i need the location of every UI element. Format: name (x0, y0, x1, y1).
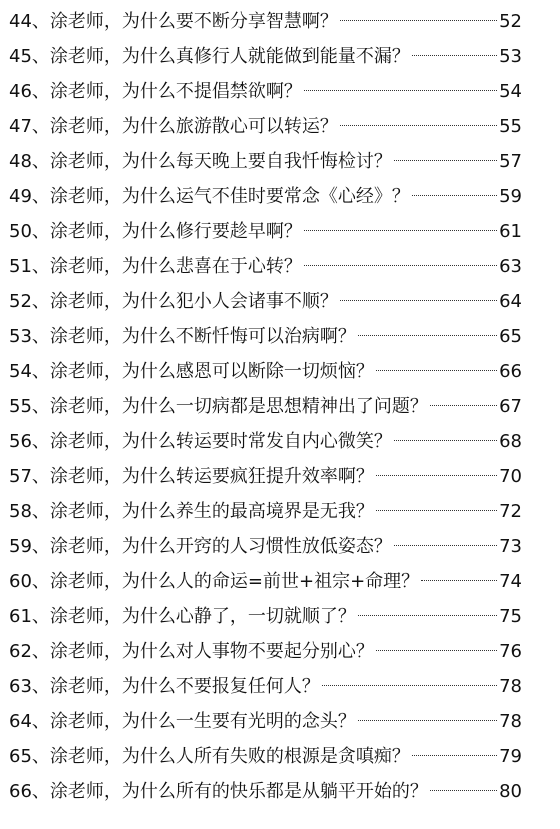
entry-page-number: 66 (499, 361, 522, 382)
entry-number: 61、 (9, 606, 50, 627)
entry-page-number: 70 (499, 466, 522, 487)
dot-leader (394, 545, 497, 546)
dot-leader (304, 230, 497, 231)
entry-number: 51、 (9, 256, 50, 277)
toc-entry[interactable] (0, 529, 560, 564)
entry-number: 58、 (9, 501, 50, 522)
entry-number: 50、 (9, 221, 50, 242)
dot-leader (376, 650, 497, 651)
entry-page-number: 67 (499, 396, 522, 417)
toc-entry[interactable] (0, 39, 560, 74)
entry-title: 涂老师，为什么一切病都是思想精神出了问题？ (49, 396, 428, 417)
entry-page-number: 78 (499, 676, 522, 697)
entry-title: 涂老师，为什么转运要疯狂提升效率啊？ (49, 466, 374, 487)
entry-page-number: 59 (499, 186, 522, 207)
toc-entry[interactable] (0, 669, 560, 704)
entry-title: 涂老师，为什么要不断分享智慧啊？ (49, 11, 338, 32)
entry-number: 60、 (9, 571, 50, 592)
dot-leader (430, 405, 497, 406)
entry-title: 涂老师，为什么不要报复任何人？ (49, 676, 320, 697)
entry-number: 62、 (9, 641, 50, 662)
entry-number: 52、 (9, 291, 50, 312)
entry-page-number: 78 (499, 711, 522, 732)
entry-title: 涂老师，为什么旅游散心可以转运？ (49, 116, 338, 137)
entry-number: 63、 (9, 676, 50, 697)
dot-leader (376, 370, 497, 371)
entry-page-number: 53 (499, 46, 522, 67)
dot-leader (340, 125, 497, 126)
entry-title: 涂老师，为什么不提倡禁欲啊？ (49, 81, 302, 102)
entry-page-number: 75 (499, 606, 522, 627)
entry-title: 涂老师，为什么真修行人就能做到能量不漏？ (49, 46, 410, 67)
toc-entry[interactable] (0, 179, 560, 214)
dot-leader (412, 195, 497, 196)
dot-leader (394, 440, 497, 441)
entry-number: 54、 (9, 361, 50, 382)
toc-entry[interactable] (0, 739, 560, 774)
entry-page-number: 63 (499, 256, 522, 277)
toc-entry[interactable] (0, 284, 560, 319)
entry-number: 53、 (9, 326, 50, 347)
entry-page-number: 73 (499, 536, 522, 557)
entry-page-number: 68 (499, 431, 522, 452)
entry-title: 涂老师，为什么心静了，一切就顺了？ (49, 606, 356, 627)
entry-title: 涂老师，为什么转运要时常发自内心微笑？ (49, 431, 392, 452)
entry-title: 涂老师，为什么不断忏悔可以治病啊？ (49, 326, 356, 347)
dot-leader (358, 335, 497, 336)
dot-leader (376, 475, 497, 476)
dot-leader (394, 160, 497, 161)
toc-entry[interactable] (0, 599, 560, 634)
entry-title: 涂老师，为什么修行要趁早啊？ (49, 221, 302, 242)
entry-page-number: 79 (499, 746, 522, 767)
toc-entry[interactable] (0, 494, 560, 529)
entry-title: 涂老师，为什么开窍的人习惯性放低姿态？ (49, 536, 392, 557)
dot-leader (412, 55, 497, 56)
entry-page-number: 57 (499, 151, 522, 172)
entry-title: 涂老师，为什么对人事物不要起分别心？ (49, 641, 374, 662)
dot-leader (304, 90, 497, 91)
entry-number: 56、 (9, 431, 50, 452)
toc-entry[interactable] (0, 354, 560, 389)
entry-page-number: 65 (499, 326, 522, 347)
dot-leader (340, 300, 497, 301)
dot-leader (421, 580, 497, 581)
dot-leader (322, 685, 497, 686)
dot-leader (358, 615, 497, 616)
toc-entry[interactable] (0, 249, 560, 284)
entry-title: 涂老师，为什么运气不佳时要常念《心经》？ (49, 186, 410, 207)
entry-number: 48、 (9, 151, 50, 172)
entry-number: 47、 (9, 116, 50, 137)
toc-entry[interactable] (0, 214, 560, 249)
entry-number: 57、 (9, 466, 50, 487)
toc-entry[interactable] (0, 4, 560, 39)
dot-leader (304, 265, 497, 266)
entry-page-number: 74 (499, 571, 522, 592)
entry-title: 涂老师，为什么每天晚上要自我忏悔检讨？ (49, 151, 392, 172)
entry-page-number: 80 (499, 781, 522, 802)
entry-number: 66、 (9, 781, 50, 802)
entry-number: 49、 (9, 186, 50, 207)
toc-entry[interactable] (0, 74, 560, 109)
toc-entry[interactable] (0, 144, 560, 179)
dot-leader (430, 790, 497, 791)
entry-number: 45、 (9, 46, 50, 67)
entry-number: 64、 (9, 711, 50, 732)
toc-entry[interactable] (0, 389, 560, 424)
dot-leader (358, 720, 497, 721)
entry-number: 46、 (9, 81, 50, 102)
toc-entry[interactable] (0, 109, 560, 144)
entry-number: 65、 (9, 746, 50, 767)
toc-entry[interactable] (0, 424, 560, 459)
entry-title: 涂老师，为什么犯小人会诸事不顺？ (49, 291, 338, 312)
entry-page-number: 76 (499, 641, 522, 662)
entry-page-number: 52 (499, 11, 522, 32)
entry-page-number: 55 (499, 116, 522, 137)
dot-leader (412, 755, 497, 756)
entry-page-number: 72 (499, 501, 522, 522)
entry-page-number: 54 (499, 81, 522, 102)
entry-number: 44、 (9, 11, 50, 32)
entry-title: 涂老师，为什么悲喜在于心转？ (49, 256, 302, 277)
entry-title: 涂老师，为什么人的命运=前世+祖宗+命理？ (49, 571, 420, 592)
entry-title: 涂老师，为什么养生的最高境界是无我？ (49, 501, 374, 522)
toc-entry[interactable] (0, 459, 560, 494)
entry-page-number: 64 (499, 291, 522, 312)
entry-number: 59、 (9, 536, 50, 557)
toc-entry[interactable] (0, 774, 560, 809)
entry-title: 涂老师，为什么感恩可以断除一切烦恼？ (49, 361, 374, 382)
toc-entry[interactable] (0, 704, 560, 739)
dot-leader (340, 20, 497, 21)
entry-number: 55、 (9, 396, 50, 417)
entry-title: 涂老师，为什么一生要有光明的念头？ (49, 711, 356, 732)
entry-title: 涂老师，为什么人所有失败的根源是贪嗔痴？ (49, 746, 410, 767)
toc-entry[interactable] (0, 319, 560, 354)
toc-entry[interactable] (0, 634, 560, 669)
dot-leader (376, 510, 497, 511)
entry-page-number: 61 (499, 221, 522, 242)
entry-title: 涂老师，为什么所有的快乐都是从躺平开始的？ (49, 781, 428, 802)
toc-entry[interactable] (0, 564, 560, 599)
